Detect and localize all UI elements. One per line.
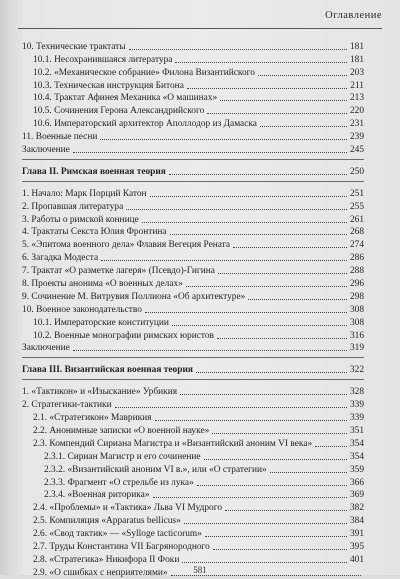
entry-page-number: 351 — [349, 425, 364, 436]
entry-title: 2. Пропавшая литература — [22, 201, 124, 212]
entry-title: 2.3.1. Сириан Магистр и его сочинение — [44, 451, 201, 462]
dot-leader — [204, 459, 347, 460]
toc-entry — [22, 238, 364, 251]
toc-entry — [22, 53, 364, 66]
entry-page-number: 401 — [349, 554, 364, 565]
entry-title: 10.2. «Механическое собрание» Филона Византийского — [33, 67, 255, 78]
dot-leader — [217, 338, 347, 339]
entry-page-number: 308 — [349, 317, 364, 328]
dot-leader — [126, 209, 347, 210]
entry-title: 11. Военные песни — [22, 132, 98, 143]
entry-page-number: 213 — [349, 93, 364, 104]
entry-title: 2.2. Анонимные записки «О военной науке» — [33, 425, 210, 436]
entry-title: 10.1. Несохранившаяся литература — [33, 54, 173, 65]
dot-leader — [225, 510, 347, 511]
toc-entry — [22, 264, 364, 277]
entry-page-number: 354 — [349, 438, 364, 449]
entry-page-number: 231 — [349, 119, 364, 130]
dot-leader — [248, 299, 347, 300]
dot-leader — [270, 472, 347, 473]
dot-leader — [187, 88, 347, 89]
entry-title: Глава II. Римская военная теория — [22, 166, 166, 177]
entry-title: 8. Проекты анонима «О военных делах» — [22, 279, 183, 290]
dot-leader — [169, 174, 347, 175]
entry-title: Заключение — [22, 343, 70, 354]
dot-leader — [207, 113, 347, 114]
toc-entry — [22, 450, 364, 463]
dot-leader — [142, 222, 347, 223]
entry-title: 2.1. «Стратегикон» Маврикия — [33, 413, 152, 424]
entry-title: 10.1. Императорские конституции — [33, 317, 169, 328]
toc-entry — [22, 187, 364, 200]
toc-entry — [22, 200, 364, 213]
entry-page-number: 261 — [349, 214, 364, 225]
toc-entry — [22, 40, 364, 53]
entry-title: 2.3. Компендий Сириана Магистра и «Византийский аноним VI века» — [33, 438, 313, 449]
entry-page-number: 339 — [349, 400, 364, 411]
entry-title: 10.5. Сочинения Герона Александрийского — [33, 106, 205, 117]
toc-entry — [22, 303, 364, 316]
dot-leader — [170, 234, 347, 235]
entry-page-number: 354 — [349, 451, 364, 462]
dot-leader — [220, 100, 347, 101]
toc-entry — [22, 66, 364, 79]
entry-title: 2.6. «Свод тактик» — «Sylloge tacticorum» — [33, 529, 202, 540]
chapter-divider — [22, 181, 364, 182]
entry-title: 1. «Тактикон» и «Изыскание» Урбикия — [22, 387, 178, 398]
dot-leader — [115, 407, 347, 408]
entry-page-number: 211 — [350, 80, 364, 91]
dot-leader — [155, 420, 347, 421]
entry-page-number: 274 — [349, 240, 364, 251]
chapter-divider — [22, 357, 364, 358]
dot-leader — [101, 260, 347, 261]
chapter-divider — [22, 159, 364, 160]
entry-title: 2.3.4. «Военная риторика» — [44, 490, 150, 501]
dot-leader — [145, 312, 347, 313]
entry-title: 10.6. Императорский архитектор Аполлодор из Дамаска — [33, 119, 257, 130]
entry-page-number: 322 — [349, 365, 364, 376]
entry-page-number: 328 — [349, 387, 364, 398]
entry-page-number: 239 — [349, 132, 364, 143]
chapter-divider — [22, 379, 364, 380]
toc-entry — [22, 329, 364, 342]
dot-leader — [205, 536, 347, 537]
toc-entry — [22, 277, 364, 290]
table-of-contents — [22, 40, 364, 579]
dot-leader — [153, 497, 347, 498]
entry-title: Глава III. Византийская военная теория — [22, 365, 193, 376]
toc-entry — [22, 501, 364, 514]
dot-leader — [315, 446, 347, 447]
dot-leader — [258, 75, 347, 76]
entry-title: 2.3.2. «Византийский аноним VI в.», или «О стратегии» — [44, 464, 267, 475]
toc-entry — [22, 437, 364, 450]
toc-entry — [22, 226, 364, 239]
dot-leader — [172, 325, 347, 326]
entry-title: 10. Технические трактаты — [22, 41, 126, 52]
entry-page-number: 181 — [349, 54, 364, 65]
entry-page-number: 369 — [349, 490, 364, 501]
entry-page-number: 391 — [349, 529, 364, 540]
dot-leader — [260, 126, 347, 127]
entry-page-number: 308 — [349, 304, 364, 315]
dot-leader — [150, 196, 347, 197]
entry-title: 2.9. «О сшибках с неприятелями» — [33, 567, 168, 578]
entry-title: 2.3.3. Фрагмент «О стрельбе из лука» — [44, 477, 194, 488]
entry-page-number: 286 — [349, 253, 364, 264]
chapter-heading — [22, 363, 364, 376]
toc-entry — [22, 398, 364, 411]
toc-entry — [22, 143, 364, 156]
toc-entry — [22, 411, 364, 424]
toc-entry — [22, 213, 364, 226]
dot-leader — [73, 350, 347, 351]
entry-title: 3. Работы о римской коннице — [22, 214, 139, 225]
dot-leader — [212, 433, 347, 434]
toc-entry — [22, 130, 364, 143]
entry-page-number: 251 — [349, 188, 364, 199]
header-rule — [18, 28, 382, 29]
running-header: Оглавление — [325, 10, 382, 21]
entry-page-number: 288 — [349, 266, 364, 277]
entry-title: 2. Стратегики-тактики — [22, 400, 112, 411]
chapter-heading — [22, 165, 364, 178]
entry-title: 6. Загадка Модеста — [22, 253, 99, 264]
entry-page-number: 339 — [349, 413, 364, 424]
entry-page-number: 181 — [349, 41, 364, 52]
toc-entry — [22, 79, 364, 92]
toc-entry — [22, 290, 364, 303]
entry-title: 2.8. «Стратегика» Никифора II Фоки — [33, 554, 180, 565]
dot-leader — [196, 372, 347, 373]
entry-page-number: 366 — [349, 477, 364, 488]
toc-entry — [22, 476, 364, 489]
toc-entry — [22, 463, 364, 476]
dot-leader — [233, 247, 347, 248]
entry-title: 10.4. Трактат Афинея Механика «О машинах» — [33, 93, 218, 104]
entry-page-number: 296 — [349, 279, 364, 290]
toc-entry — [22, 92, 364, 105]
entry-page-number: 255 — [349, 201, 364, 212]
entry-title: 10.3. Техническая инструкция Битона — [33, 80, 184, 91]
dot-leader — [180, 394, 347, 395]
toc-entry — [22, 514, 364, 527]
dot-leader — [175, 62, 346, 63]
dot-leader — [73, 152, 347, 153]
entry-page-number: 268 — [349, 227, 364, 238]
entry-title: 9. Сочинение М. Витрувия Поллиона «Об архитектуре» — [22, 291, 246, 302]
toc-entry — [22, 385, 364, 398]
entry-page-number: 220 — [349, 106, 364, 117]
toc-entry — [22, 117, 364, 130]
toc-entry — [22, 553, 364, 566]
page-number: 581 — [193, 565, 207, 575]
toc-entry — [22, 342, 364, 355]
entry-page-number: 395 — [349, 541, 364, 552]
entry-page-number: 298 — [349, 291, 364, 302]
entry-page-number: 359 — [349, 464, 364, 475]
entry-title: 1. Начало: Марк Порций Катон — [22, 188, 147, 199]
dot-leader — [186, 286, 347, 287]
entry-page-number: 384 — [349, 516, 364, 527]
entry-title: 2.7. Труды Константина VII Багрянородного — [33, 541, 210, 552]
entry-title: 10.2. Военные монографии римских юристов — [33, 330, 214, 341]
dot-leader — [182, 562, 347, 563]
entry-page-number: 203 — [349, 67, 364, 78]
entry-title: 5. «Эпитома военного дела» Флавия Вегеция Рената — [22, 240, 231, 251]
entry-title: 2.4. «Проблемы» и «Тактика» Льва VI Мудрого — [33, 503, 223, 514]
toc-entry — [22, 316, 364, 329]
entry-page-number: 316 — [349, 330, 364, 341]
dot-leader — [213, 549, 347, 550]
dot-leader — [218, 273, 347, 274]
entry-page-number: 250 — [349, 166, 364, 177]
entry-title: 7. Трактат «О разметке лагеря» (Псевдо)-Гигина — [22, 266, 215, 277]
entry-title: 2.5. Компиляция «Apparatus bellicus» — [33, 516, 181, 527]
toc-entry — [22, 527, 364, 540]
entry-title: Заключение — [22, 145, 70, 156]
dot-leader — [184, 523, 347, 524]
entry-page-number: 245 — [349, 145, 364, 156]
entry-page-number: 319 — [349, 343, 364, 354]
toc-entry — [22, 489, 364, 502]
toc-entry — [22, 251, 364, 264]
toc-entry — [22, 104, 364, 117]
toc-entry — [22, 540, 364, 553]
entry-title: 4. Трактаты Секста Юлия Фронтина — [22, 227, 167, 238]
dot-leader — [197, 485, 347, 486]
toc-entry — [22, 424, 364, 437]
dot-leader — [129, 49, 347, 50]
entry-page-number: 382 — [349, 503, 364, 514]
entry-title: 10. Военное законодательство — [22, 304, 142, 315]
dot-leader — [100, 139, 347, 140]
